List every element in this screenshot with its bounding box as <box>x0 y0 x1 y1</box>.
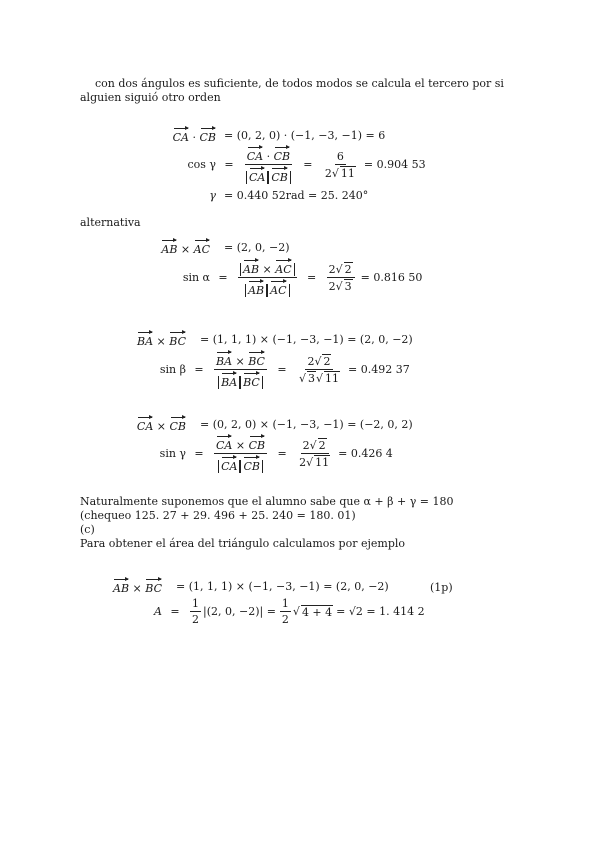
naturalmente-line-1: Naturalmente suponemos que el alumno sabe que α + β + γ = 180 <box>80 495 454 508</box>
cos-result: = 0.904 53 <box>363 158 426 171</box>
intro-line-2: alguien siguió otro orden <box>80 91 221 104</box>
sin-alpha-numeric-fraction: $\frac{2√ 2}{2√ 3}$ <box>327 262 355 293</box>
block1-dot-equation: CA · CB = (0, 2, 0) · (−1, −3, −1) = 6 <box>110 126 385 144</box>
intro-line-1: con dos ángulos es suficiente, de todos modos se calcula el tercero por si <box>95 77 504 90</box>
cos-numeric-fraction: $\frac{6}{2√ 11}$ <box>324 149 355 180</box>
area-label: A <box>154 605 162 618</box>
block5-cross-rhs: = (1, 1, 1) × (−1, −3, −1) = (2, 0, −2) <box>176 579 389 593</box>
block4-cross-equation: CA × CB = (0, 2, 0) × (−1, −3, −1) = (−2, 0, 2) <box>110 415 413 433</box>
sin-gamma-label: sin γ <box>159 447 186 460</box>
area-sqrt: 4 + 4 <box>301 605 333 619</box>
area-abs-vector: |(2, 0, −2)| = <box>203 605 276 618</box>
block5-area-equation: A = $\frac{1}{2}$ |(2, 0, −2)| = $\frac{1}{2}$ √ 4 + 4 = √2 = 1. 414 2 <box>110 597 425 626</box>
gamma-rhs: = 0.440 52rad = 25. 240° <box>224 189 369 202</box>
naturalmente-line-4: Para obtener el área del triángulo calculamos por ejemplo <box>80 537 406 550</box>
gamma-label: γ <box>209 189 216 202</box>
vec-ca: CA <box>173 126 189 144</box>
block1-gamma-equation <box>110 189 368 202</box>
block1-cos-equation: cos γ = $\frac{CA \cdot CB}{\text{CA CB}}$ = $\frac{6}{2√ 11}$ = 0.904 53 <box>110 145 426 184</box>
sin-alpha-result: = 0.816 50 <box>360 271 423 284</box>
sin-beta-fraction: $\frac{BA \times BC}{\text{BA BC}}$ <box>214 350 267 389</box>
block1-dot-rhs: = (0, 2, 0) · (−1, −3, −1) = 6 <box>224 128 386 142</box>
half-fraction-1: $\frac{1}{2}$ <box>192 597 199 626</box>
block2-cross-equation: AB × AC = (2, 0, −2) <box>110 238 290 256</box>
sin-beta-result: = 0.492 37 <box>348 363 410 376</box>
block4-cross-rhs: = (0, 2, 0) × (−1, −3, −1) = (−2, 0, 2) <box>200 417 413 431</box>
area-result: = √2 = 1. 414 2 <box>336 605 425 618</box>
part-c-label: (c) <box>80 523 95 536</box>
block4-sin-equation: sin γ = $\frac{CA \times CB}{\text{CA CB}}$ = $\frac{2√ 2}{2√ 11}$ = 0.426 4 <box>110 434 393 473</box>
cos-fraction: $\frac{CA \cdot CB}{\text{CA CB}}$ <box>244 145 293 184</box>
sin-alpha-label: sin α <box>182 271 210 284</box>
alternativa-label: alternativa <box>80 216 141 229</box>
naturalmente-line-2: (chequeo 125. 27 + 29. 496 + 25. 240 = 180. 01) <box>80 509 356 522</box>
block3-sin-equation: sin β = $\frac{BA \times BC}{\text{BA BC}}$ = $\frac{2√ 2}{√ 3√ 11}$ = 0.492 37 <box>110 350 410 389</box>
sin-alpha-fraction: $\frac{AB \times AC}{\text{AB AC}}$ <box>238 258 297 297</box>
block2-sin-equation: sin α = $\frac{AB \times AC}{\text{AB AC}}$ = $\frac{2√ 2}{2√ 3}$ = 0.816 50 <box>110 258 422 297</box>
sin-gamma-result: = 0.426 4 <box>338 447 393 460</box>
vec-cb: CB <box>200 126 217 144</box>
sin-gamma-numeric-fraction: $\frac{2√ 2}{2√ 11}$ <box>299 439 330 469</box>
block3-cross-equation: BA × BC = (1, 1, 1) × (−1, −3, −1) = (2, 0, −2) <box>110 330 413 348</box>
block5-cross-equation: AB × BC = (1, 1, 1) × (−1, −3, −1) = (2, 0, −2) <box>110 577 389 595</box>
block3-cross-rhs: = (1, 1, 1) × (−1, −3, −1) = (2, 0, −2) <box>200 332 413 346</box>
cos-gamma-label: cos γ <box>187 158 216 171</box>
half-fraction-2: $\frac{1}{2}$ <box>281 597 289 626</box>
block2-cross-rhs: = (2, 0, −2) <box>224 240 290 254</box>
points-label: (1p) <box>430 581 453 594</box>
sin-gamma-fraction: $\frac{CA \times CB}{\text{CA CB}}$ <box>214 434 267 473</box>
sin-beta-numeric-fraction: $\frac{2√ 2}{√ 3√ 11}$ <box>298 355 339 385</box>
sin-beta-label: sin β <box>159 363 186 376</box>
